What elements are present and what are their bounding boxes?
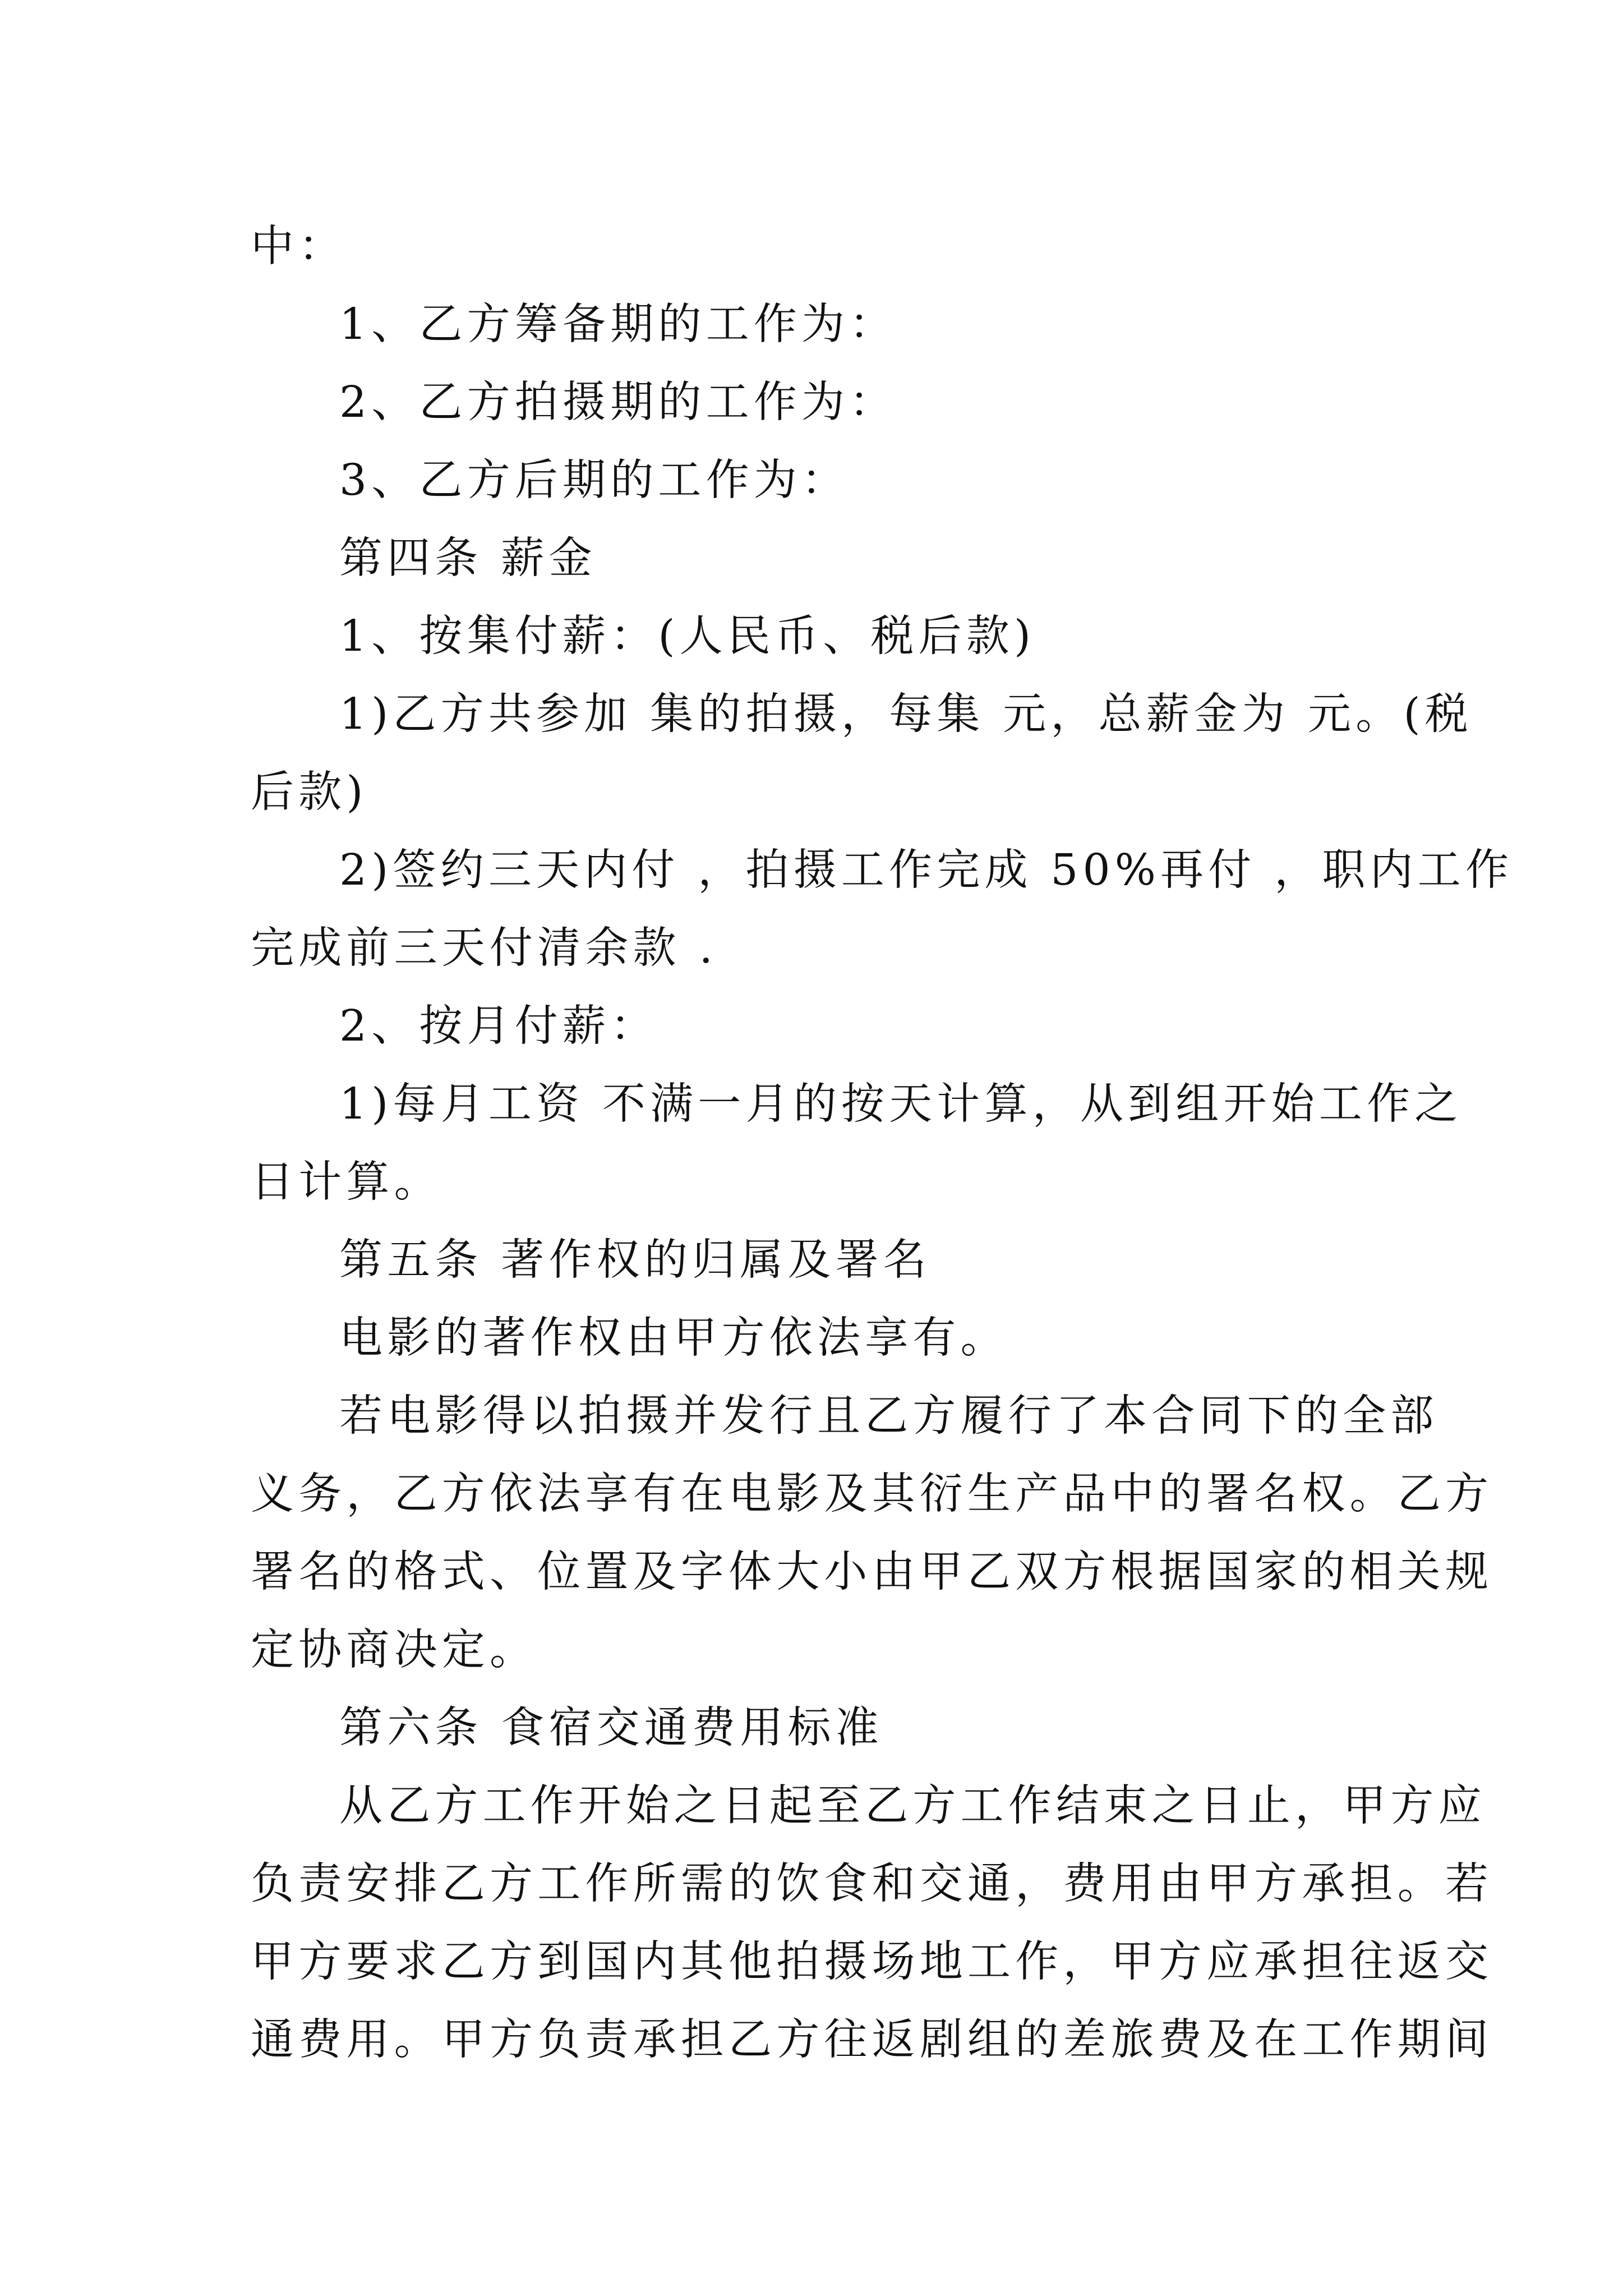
text-line-expenses-1: 从乙方工作开始之日起至乙方工作结束之日止，甲方应 [339,1781,1486,1831]
text-line-monthly-salary: 1)每月工资 不满一月的按天计算，从到组开始工作之 [339,1079,1463,1129]
text-line-item-3: 3、乙方后期的工作为： [339,455,850,505]
text-line-expenses-2: 负责安排乙方工作所需的饮食和交通，费用由甲方承担。若 [251,1859,1493,1909]
text-line-copyright: 电影的著作权由甲方依法享有。 [339,1313,1008,1363]
text-line-credit-2: 义务，乙方依法享有在电影及其衍生产品中的署名权。乙方 [251,1469,1493,1519]
text-line-episode-fee-cont: 后款) [251,767,368,817]
text-line-item-1: 1、乙方筹备期的工作为： [339,300,897,349]
text-line-credit-1: 若电影得以拍摄并发行且乙方履行了本合同下的全部 [339,1391,1438,1441]
text-line-credit-4: 定协商决定。 [251,1625,538,1675]
text-line-payment-schedule-cont: 完成前三天付清余款 . [251,923,718,973]
text-line-continuation: 中： [251,222,347,272]
text-line-credit-3: 署名的格式、位置及字体大小由甲乙双方根据国家的相关规 [251,1547,1493,1597]
section-heading-article-5: 第五条 著作权的归属及署名 [339,1235,932,1285]
text-line-episode-fee: 1)乙方共参加 集的拍摄，每集 元，总薪金为 元。(税 [339,689,1473,739]
section-heading-article-6: 第六条 食宿交通费用标准 [339,1703,883,1753]
document-body [251,208,1514,2079]
text-line-pay-per-episode: 1、按集付薪：(人民币、税后款) [339,611,1036,661]
section-heading-article-4: 第四条 薪金 [339,533,597,583]
text-line-expenses-4: 通费用。甲方负责承担乙方往返剧组的差旅费及在工作期间 [251,2015,1493,2065]
text-line-expenses-3: 甲方要求乙方到国内其他拍摄场地工作，甲方应承担往返交 [251,1937,1493,1987]
text-line-pay-monthly: 2、按月付薪： [339,1001,658,1051]
text-line-payment-schedule: 2)签约三天内付 ，拍摄工作完成 50%再付 ，职内工作 [339,845,1514,895]
text-line-item-2: 2、乙方拍摄期的工作为： [339,378,897,427]
text-line-monthly-salary-cont: 日计算。 [251,1157,442,1207]
